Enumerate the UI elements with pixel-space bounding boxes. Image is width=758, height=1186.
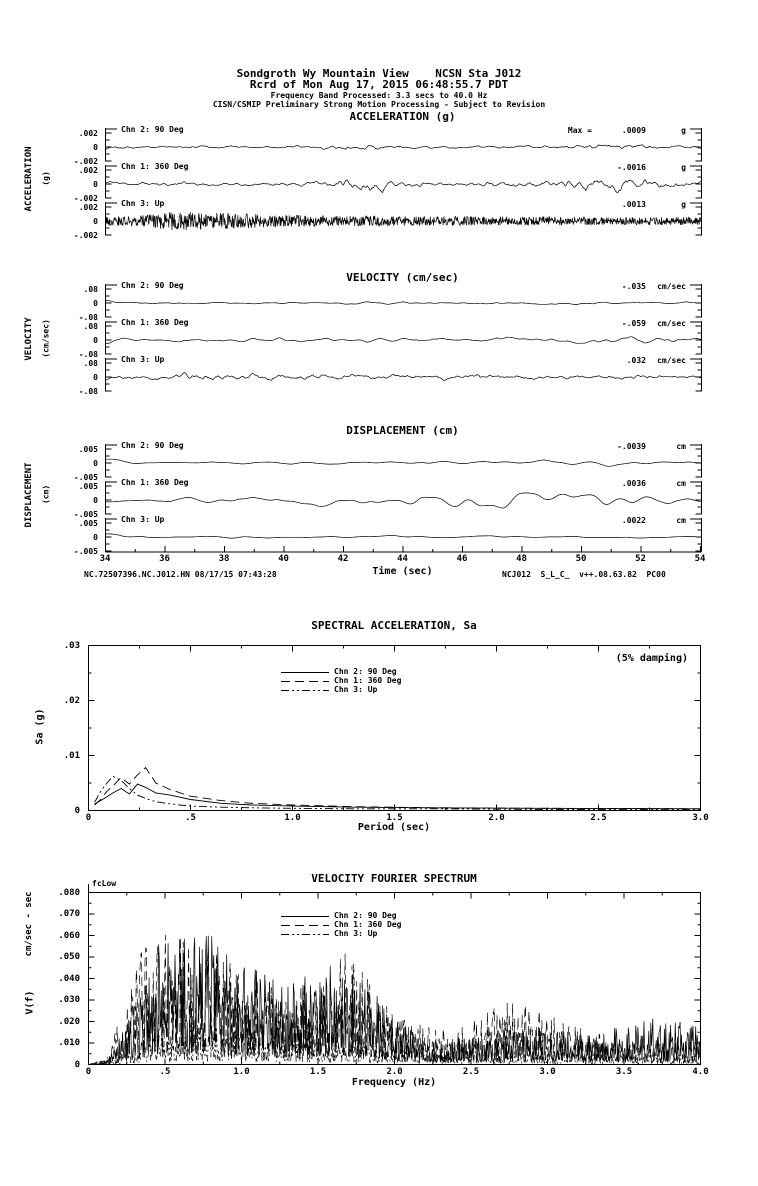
channel-label: Chn 1: 360 Deg <box>121 162 189 171</box>
y-tick-label: 0 <box>74 1059 80 1070</box>
max-prefix: Max = <box>567 126 592 135</box>
sa-series-chn-3-up <box>95 776 701 809</box>
max-unit: g <box>681 200 686 209</box>
frequency-band-note: Frequency Band Processed: 3.3 secs to 40.0 Hz <box>270 91 488 100</box>
x-tick-label: 50 <box>575 554 587 564</box>
acceleration-axis-label: ACCELERATION <box>24 146 35 212</box>
x-tick-label: 4.0 <box>692 1067 709 1077</box>
max-unit: cm <box>676 516 686 525</box>
legend-label: Chn 1: 360 Deg <box>334 676 402 685</box>
displacement-axis-unit: (cm) <box>41 484 51 505</box>
max-unit: cm/sec <box>657 282 686 291</box>
legend-label: Chn 1: 360 Deg <box>334 920 402 929</box>
waveform-acceleration-chn-1-360-deg <box>106 180 701 193</box>
y-tick-label: -.08 <box>78 387 98 396</box>
max-unit: cm/sec <box>657 319 686 328</box>
max-value: -.035 <box>621 282 646 291</box>
x-tick-label: 36 <box>159 554 170 564</box>
x-tick-label: 40 <box>278 554 289 564</box>
y-tick-label: .030 <box>58 995 80 1005</box>
max-value-row <box>600 282 686 291</box>
y-tick-label: -.08 <box>78 313 98 322</box>
y-tick-label: 0 <box>93 143 98 152</box>
legend-line-sample <box>280 668 330 677</box>
record-timestamp: Rcrd of Mon Aug 17, 2015 06:48:55.7 PDT <box>249 78 509 91</box>
legend-line-sample <box>280 677 330 686</box>
sa-series-chn-2-90-deg <box>95 784 701 809</box>
y-tick-label: -.005 <box>73 473 98 482</box>
legend-line-sample <box>280 930 330 939</box>
x-tick-label: 2.0 <box>386 1067 403 1077</box>
y-tick-label: 0 <box>74 805 80 816</box>
waveform-displacement-chn-2-90-deg <box>106 459 701 466</box>
max-value: .0036 <box>621 479 646 488</box>
max-value-row <box>600 479 686 488</box>
legend-label: Chn 2: 90 Deg <box>334 911 397 920</box>
waveform-velocity-chn-1-360-deg <box>106 337 701 344</box>
acceleration-section-title: ACCELERATION (g) <box>349 110 456 123</box>
max-value: -.0016 <box>617 163 646 172</box>
x-tick-label: 52 <box>635 554 646 564</box>
max-unit: g <box>681 163 686 172</box>
period-axis-label: Period (sec) <box>357 822 431 833</box>
y-tick-label: 0 <box>93 180 98 189</box>
y-tick-label: -.005 <box>73 547 98 556</box>
channel-label: Chn 2: 90 Deg <box>121 281 184 290</box>
waveform-displacement-chn-1-360-deg <box>106 493 701 508</box>
y-tick-label: .01 <box>63 750 80 761</box>
y-tick-label: 0 <box>93 459 98 468</box>
channel-label: Chn 3: Up <box>121 199 165 208</box>
processing-id-footer: NCJ012 S_L_C_ v++.08.63.82 PC00 <box>502 570 666 579</box>
velocity-axis-label: VELOCITY <box>24 317 35 361</box>
y-tick-label: -.002 <box>73 231 98 240</box>
y-tick-label: .08 <box>83 285 98 294</box>
x-tick-label: 34 <box>99 554 111 564</box>
x-tick-label: .5 <box>185 813 196 823</box>
y-tick-label: .060 <box>58 930 80 941</box>
x-tick-label: 1.5 <box>309 1067 327 1077</box>
channel-label: Chn 1: 360 Deg <box>121 318 189 327</box>
legend-label: Chn 3: Up <box>334 685 378 694</box>
y-tick-label: .002 <box>78 129 98 138</box>
channel-label: Chn 1: 360 Deg <box>121 478 189 487</box>
x-tick-label: 3.5 <box>615 1067 633 1077</box>
y-tick-label: .005 <box>78 482 98 491</box>
max-value: .0022 <box>621 516 646 525</box>
fourier-y-axis-unit: cm/sec - sec <box>24 891 35 957</box>
x-tick-label: 54 <box>694 554 706 564</box>
x-tick-label: 2.0 <box>488 813 505 823</box>
waveform-velocity-chn-2-90-deg <box>106 301 701 305</box>
y-tick-label: -.002 <box>73 157 98 166</box>
channel-label: Chn 3: Up <box>121 355 165 364</box>
x-tick-label: 3.0 <box>539 1067 556 1077</box>
y-tick-label: .005 <box>78 519 98 528</box>
max-value-row <box>600 516 686 525</box>
velocity-axis-unit: (cm/sec) <box>41 319 51 358</box>
y-tick-label: 0 <box>93 373 98 382</box>
y-tick-label: .040 <box>58 973 80 984</box>
y-tick-label: .050 <box>58 952 80 962</box>
max-unit: cm <box>676 479 686 488</box>
fourier-series-chn-1-360-deg <box>89 935 701 1065</box>
sa-series-chn-1-360-deg <box>95 768 701 809</box>
y-tick-label: .08 <box>83 322 98 331</box>
acceleration-axis-unit: (g) <box>41 171 51 186</box>
x-tick-label: 1.5 <box>386 813 403 823</box>
processing-note: CISN/CSMIP Preliminary Strong Motion Processing - Subject to Revision <box>212 100 546 109</box>
y-tick-label: .03 <box>63 640 80 651</box>
x-tick-label: 3.0 <box>692 813 709 823</box>
sa-chart-title: SPECTRAL ACCELERATION, Sa <box>311 619 477 632</box>
legend-label: Chn 2: 90 Deg <box>334 667 397 676</box>
max-unit: cm/sec <box>657 356 686 365</box>
max-unit: g <box>681 126 686 135</box>
x-tick-label: .5 <box>159 1067 171 1077</box>
y-tick-label: -.08 <box>78 350 98 359</box>
max-value: -.0039 <box>617 442 646 451</box>
velocity-section-title: VELOCITY (cm/sec) <box>346 271 459 284</box>
frequency-axis-label: Frequency (Hz) <box>351 1077 437 1088</box>
legend-line-sample <box>280 921 330 930</box>
max-unit: cm <box>676 442 686 451</box>
record-id-footer: NC.72507396.NC.J012.HN 08/17/15 07:43:28 <box>84 570 277 579</box>
channel-label: Chn 2: 90 Deg <box>121 441 184 450</box>
waveform-acceleration-chn-3-up <box>106 212 701 230</box>
y-tick-label: 0 <box>93 217 98 226</box>
x-tick-label: 44 <box>397 554 408 564</box>
waveform-velocity-chn-3-up <box>106 372 701 380</box>
legend-line-sample <box>280 686 330 695</box>
x-tick-label: 48 <box>516 554 527 564</box>
waveform-acceleration-chn-2-90-deg <box>106 145 701 150</box>
fourier-chart-title: VELOCITY FOURIER SPECTRUM <box>311 872 477 885</box>
max-value-row <box>568 126 686 135</box>
max-value: .0013 <box>621 200 646 209</box>
y-tick-label: 0 <box>93 496 98 505</box>
sa-y-axis-label: Sa (g) <box>34 708 46 745</box>
y-tick-label: .08 <box>83 359 98 368</box>
legend-label: Chn 3: Up <box>334 929 378 938</box>
channel-label: Chn 3: Up <box>121 515 165 524</box>
max-value: -.059 <box>621 319 646 328</box>
y-tick-label: -.002 <box>73 194 98 203</box>
channel-label: Chn 2: 90 Deg <box>121 125 184 134</box>
x-tick-label: 2.5 <box>462 1067 480 1077</box>
station-title: Sondgroth Wy Mountain View NCSN Sta J012 <box>236 67 522 80</box>
y-tick-label: 0 <box>93 533 98 542</box>
y-tick-label: .002 <box>78 203 98 212</box>
x-tick-label: 1.0 <box>284 813 301 823</box>
y-tick-label: .005 <box>78 445 98 454</box>
x-tick-label: 42 <box>337 554 349 564</box>
x-tick-label: 0 <box>85 813 92 823</box>
y-tick-label: .02 <box>63 695 80 706</box>
max-value-row <box>600 356 686 365</box>
x-tick-label: 1.0 <box>233 1067 250 1077</box>
max-value-row <box>600 442 686 451</box>
legend-line-sample <box>280 912 330 921</box>
x-tick-label: 0 <box>85 1067 92 1077</box>
time-axis-label: Time (sec) <box>372 566 433 577</box>
y-tick-label: .080 <box>58 887 80 898</box>
damping-annotation: (5% damping) <box>615 653 688 664</box>
max-value: .0009 <box>621 126 646 135</box>
max-value-row <box>600 200 686 209</box>
y-tick-label: .070 <box>58 909 80 919</box>
y-tick-label: .010 <box>58 1038 80 1048</box>
y-tick-label: .002 <box>78 166 98 175</box>
x-tick-label: 46 <box>456 554 468 564</box>
y-tick-label: 0 <box>93 299 98 308</box>
fourier-y-axis-label: V(f) <box>24 990 36 1015</box>
x-tick-label: 38 <box>218 554 230 564</box>
waveform-displacement-chn-3-up <box>106 534 701 538</box>
x-tick-label: 2.5 <box>590 813 607 823</box>
y-tick-label: 0 <box>93 336 98 345</box>
y-tick-label: .020 <box>58 1016 80 1027</box>
max-value-row <box>600 163 686 172</box>
max-value: .032 <box>626 356 646 365</box>
displacement-axis-label: DISPLACEMENT <box>24 462 35 528</box>
fc-low-marker: fcLow <box>92 879 117 888</box>
y-tick-label: -.005 <box>73 510 98 519</box>
max-value-row <box>600 319 686 328</box>
displacement-section-title: DISPLACEMENT (cm) <box>346 424 459 437</box>
